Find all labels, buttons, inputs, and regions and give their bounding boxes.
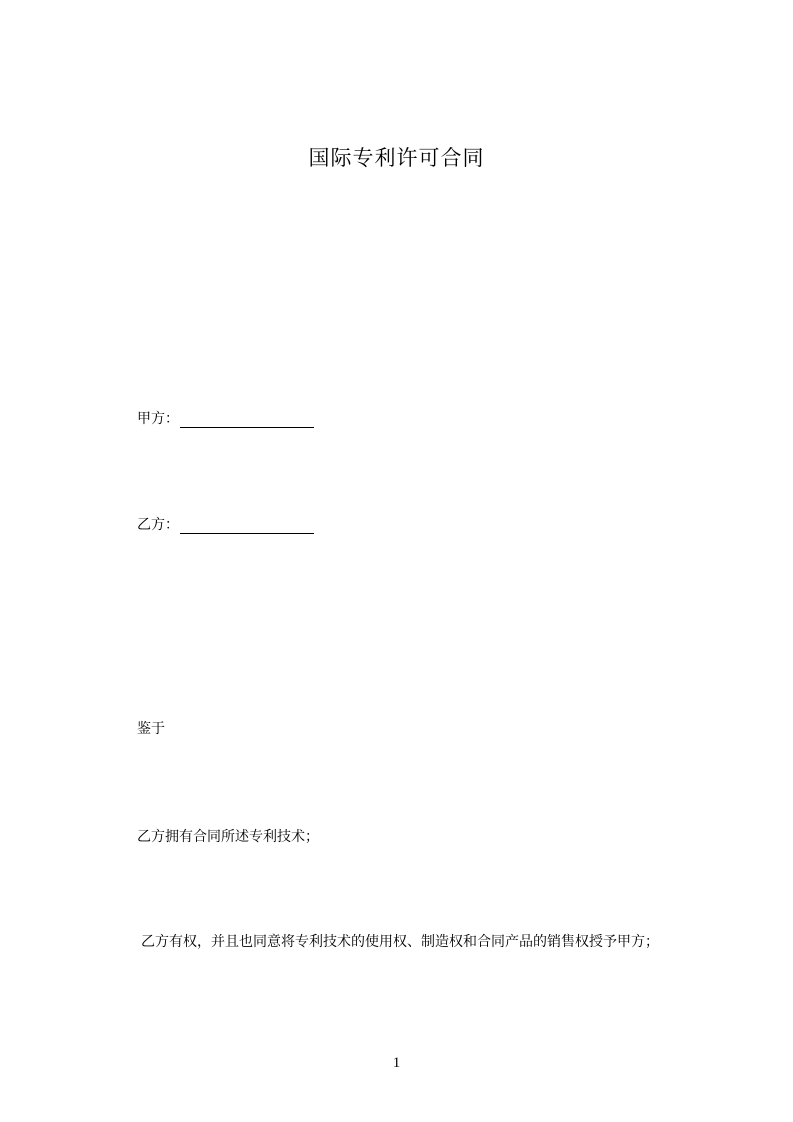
clause-2: 乙方有权，并且也同意将专利技术的使用权、制造权和合同产品的销售权授予甲方； <box>141 934 659 950</box>
party-b-line <box>137 514 314 534</box>
party-b-blank <box>180 519 314 534</box>
clause-1: 乙方拥有合同所述专利技术； <box>137 829 319 845</box>
document-title: 国际专利许可合同 <box>308 146 485 170</box>
party-a-label: 甲方： <box>137 411 179 427</box>
party-a-line <box>137 408 314 428</box>
party-b-label: 乙方： <box>137 517 179 533</box>
whereas-heading: 鉴于 <box>137 721 165 737</box>
page-number: 1 <box>392 1055 401 1071</box>
party-a-blank <box>180 413 314 428</box>
